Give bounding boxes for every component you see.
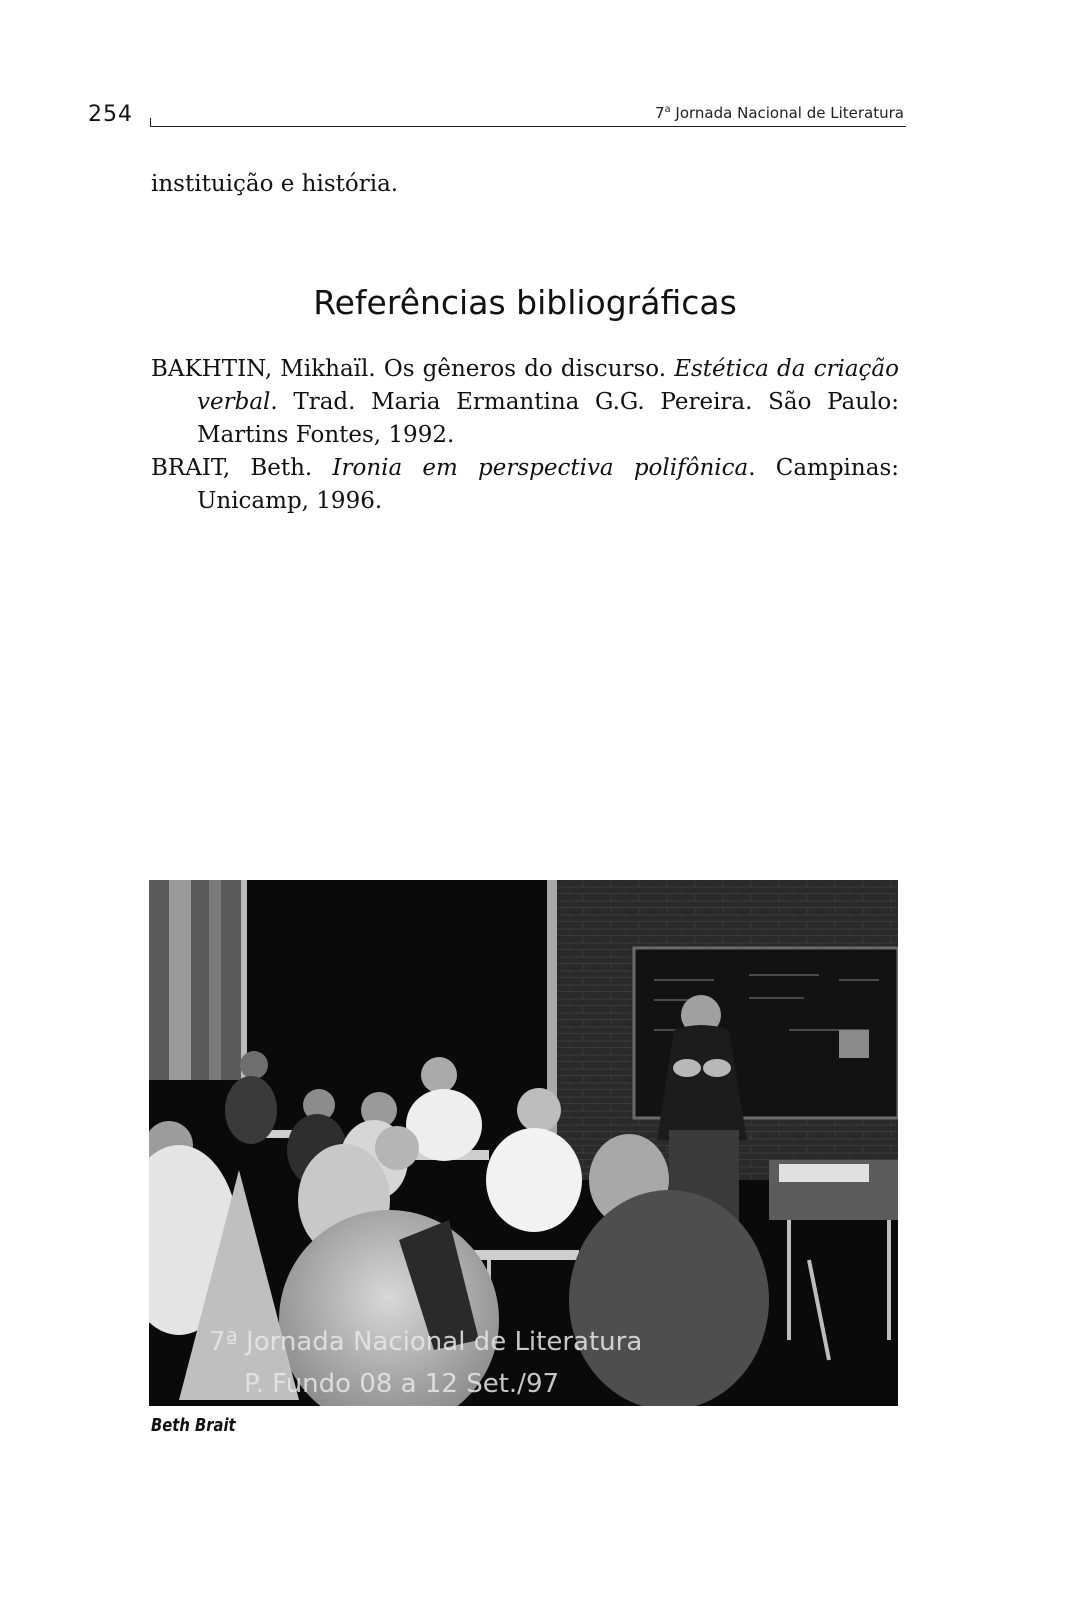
reference-book-title: Estética da criação verbal <box>197 356 899 415</box>
reference-text: Os gêneros do discurso. <box>383 356 675 382</box>
header-rule-tick <box>150 118 151 126</box>
reference-publication: . Trad. Maria Ermantina G.G. Pereira. São Paulo: Martins Fontes, 1992. <box>197 389 899 448</box>
reference-author: BAKHTIN, Mikhaïl. <box>151 356 384 382</box>
reference-book-title: Ironia em perspectiva polifônica <box>332 455 749 481</box>
continuation-paragraph: instituição e história. <box>151 171 399 197</box>
photograph-classroom <box>149 880 898 1406</box>
page-header <box>88 100 906 128</box>
reference-list <box>151 353 899 518</box>
photo-overlay-line-2: P. Fundo 08 a 12 Set./97 <box>244 1369 560 1399</box>
section-title: Referências bibliográficas <box>313 283 737 322</box>
reference-entry <box>151 452 899 518</box>
header-rule <box>150 126 906 127</box>
reference-author: BRAIT, Beth. <box>151 455 333 481</box>
reference-publication: . Campinas: Unicamp, 1996. <box>197 455 899 514</box>
photo-overlay-line-1: 7ª Jornada Nacional de Literatura <box>209 1327 643 1357</box>
running-title-text: Jornada Nacional de Literatura <box>670 104 904 122</box>
running-title <box>655 104 904 122</box>
running-title-ordinal: 7 <box>654 104 665 122</box>
page-number: 254 <box>88 102 133 127</box>
running-title-ordinal-suffix: a <box>664 104 671 115</box>
reference-entry <box>151 353 899 452</box>
photo-caption: Beth Brait <box>151 1415 236 1436</box>
